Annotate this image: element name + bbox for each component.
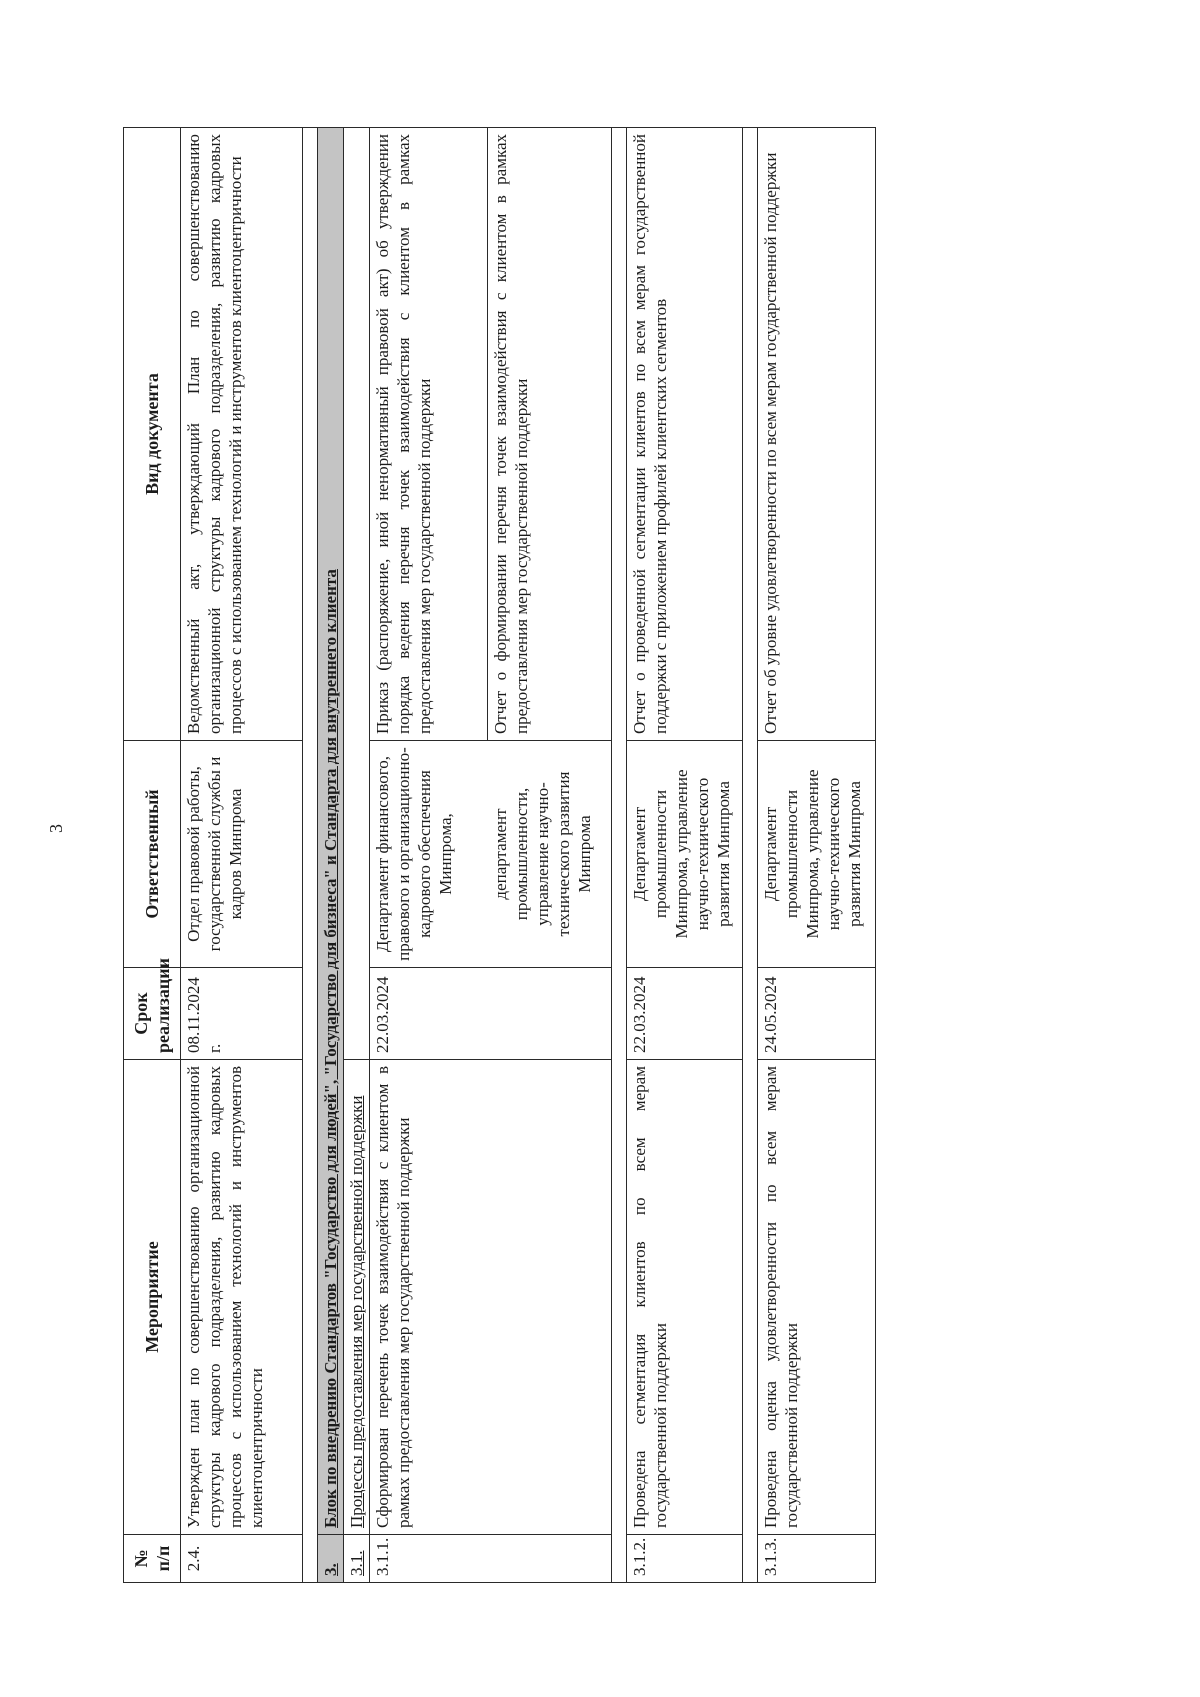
header-num: № п/п xyxy=(124,1535,181,1583)
row-deadline: 22.03.2024 xyxy=(370,968,612,1060)
table-row xyxy=(627,128,743,1583)
spacer-cell xyxy=(743,128,758,1583)
row-event: Проведена сегментация клиентов по всем мерам государственной поддержки xyxy=(627,1060,743,1535)
section-num: 3.1. xyxy=(344,1535,370,1583)
header-doc-type: Вид документа xyxy=(124,128,181,741)
table-row xyxy=(758,128,876,1583)
row-doc-type: Отчет о проведенной сегментации клиентов по всем мерам государственной поддержки с приложением профилей клиентских сегментов xyxy=(627,128,743,741)
rotated-table-wrapper xyxy=(123,128,980,1583)
row-responsible: Департамент промышленности Минпрома, управление научно-технического развития Минпрома xyxy=(627,741,743,968)
table-row xyxy=(181,128,303,1583)
row-deadline: 24.05.2024 xyxy=(758,968,876,1060)
block-num: 3. xyxy=(318,1535,344,1583)
header-deadline: Срок реализации xyxy=(124,968,181,1060)
row-num: 2.4. xyxy=(181,1535,303,1583)
block-title: Блок по внедрению Стандартов "Государство для людей", "Государство для бизнеса" и Стандарта для внутреннего клиента xyxy=(318,128,344,1535)
row-responsible: Отдел правовой работы, государственной службы и кадров Минпрома xyxy=(181,741,303,968)
row-event: Сформирован перечень точек взаимодействия с клиентом в рамках предоставления мер государственной поддержки xyxy=(370,1060,612,1535)
row-deadline: 22.03.2024 xyxy=(627,968,743,1060)
row-responsible-secondary: департамент промышленности, управление научно-технического развития Минпрома xyxy=(488,741,612,968)
row-doc-type: Ведомственный акт, утверждающий План по совершенствованию организационной структуры кадрового подразделения, развитию кадровых процессов с использованием технологий и инструментов клиентоцентричности xyxy=(181,128,303,741)
header-responsible: Ответственный xyxy=(124,741,181,968)
row-doc-type-order: Приказ (распоряжение, иной ненормативный правовой акт) об утверждении порядка ведения перечня точек взаимодействия с клиентом в рамках предоставления мер государственной поддержки xyxy=(370,128,488,741)
section-empty-cell xyxy=(344,128,370,1060)
row-responsible: Департамент промышленности Минпрома, управление научно-технического развития Минпрома xyxy=(758,741,876,968)
spacer-cell xyxy=(612,128,627,1583)
row-deadline: 08.11.2024 г. xyxy=(181,968,303,1060)
action-plan-table xyxy=(123,127,876,1583)
row-event: Проведена оценка удовлетворенности по всем мерам государственной поддержки xyxy=(758,1060,876,1535)
row-num: 3.1.1. xyxy=(370,1535,612,1583)
row-event: Утвержден план по совершенствованию организационной структуры кадрового подразделения, развитию кадровых процессов с использованием технологий и инструментов клиентоцентричности xyxy=(181,1060,303,1535)
page-number: 3 xyxy=(46,824,66,833)
table-spacer-row xyxy=(612,128,627,1583)
table-row xyxy=(370,128,488,1583)
section-title: Процессы предоставления мер государственной поддержки xyxy=(344,1060,370,1535)
section-heading-row xyxy=(344,128,370,1583)
table-header-row xyxy=(124,128,181,1583)
row-num: 3.1.3. xyxy=(758,1535,876,1583)
row-num: 3.1.2. xyxy=(627,1535,743,1583)
table-spacer-row xyxy=(743,128,758,1583)
row-doc-type-report: Отчет о формировании перечня точек взаимодействия с клиентом в рамках предоставления мер государственной поддержки xyxy=(488,128,612,741)
header-event: Мероприятие xyxy=(124,1060,181,1535)
row-responsible-primary: Департамент финансового, правового и организационно-кадрового обеспечения Минпрома, xyxy=(370,741,488,968)
block-heading-row xyxy=(318,128,344,1583)
table-spacer-row xyxy=(303,128,318,1583)
spacer-cell xyxy=(303,128,318,1583)
row-doc-type: Отчет об уровне удовлетворенности по всем мерам государственной поддержки xyxy=(758,128,876,741)
